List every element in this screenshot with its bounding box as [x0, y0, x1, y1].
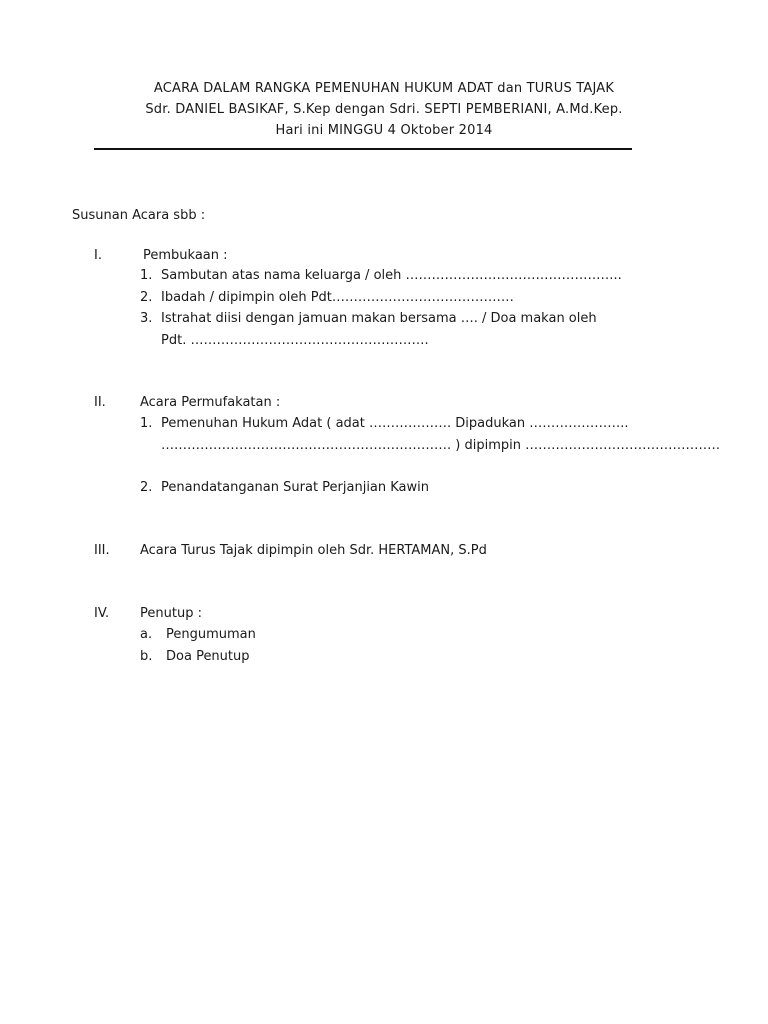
document-header	[0, 78, 768, 141]
section-numeral: I.	[94, 248, 102, 263]
header-divider	[94, 148, 632, 150]
item-text: Doa Penutup	[166, 649, 250, 664]
item-text: Istrahat diisi dengan jamuan makan bersama …. / Doa makan oleh	[161, 311, 597, 326]
item-text: Ibadah / dipimpin oleh Pdt……………………………………	[161, 290, 514, 305]
section-numeral: II.	[94, 395, 106, 410]
item-text-continuation: …………………………………………………………. ) dipimpin ………………………………………	[161, 438, 721, 453]
item-marker: 3.	[140, 311, 153, 326]
item-marker: a.	[140, 627, 153, 642]
section-numeral: IV.	[94, 606, 110, 621]
item-marker: 1.	[140, 416, 153, 431]
section-numeral: III.	[94, 543, 110, 558]
item-text: Pengumuman	[166, 627, 256, 642]
agenda-intro: Susunan Acara sbb :	[72, 208, 206, 223]
section-title: Acara Permufakatan :	[140, 395, 281, 410]
header-names: Sdr. DANIEL BASIKAF, S.Kep dengan Sdri. SEPTI PEMBERIANI, A.Md.Kep.	[145, 102, 623, 117]
header-title: ACARA DALAM RANGKA PEMENUHAN HUKUM ADAT dan TURUS TAJAK	[153, 81, 615, 96]
item-marker: 2.	[140, 480, 153, 495]
item-text: Pemenuhan Hukum Adat ( adat ………………. Dipadukan …………………..	[161, 416, 629, 431]
item-text-continuation: Pdt. ……………………………………………….	[161, 333, 429, 348]
item-text: Sambutan atas nama keluarga / oleh …………………………………………..	[161, 268, 622, 283]
section-title: Acara Turus Tajak dipimpin oleh Sdr. HERTAMAN, S.Pd	[140, 543, 487, 558]
section-title: Penutup :	[140, 606, 202, 621]
item-marker: b.	[140, 649, 153, 664]
item-marker: 2.	[140, 290, 153, 305]
header-date: Hari ini MINGGU 4 Oktober 2014	[275, 123, 493, 138]
item-text: Penandatanganan Surat Perjanjian Kawin	[161, 480, 430, 495]
item-marker: 1.	[140, 268, 153, 283]
section-title: Pembukaan :	[143, 248, 228, 263]
